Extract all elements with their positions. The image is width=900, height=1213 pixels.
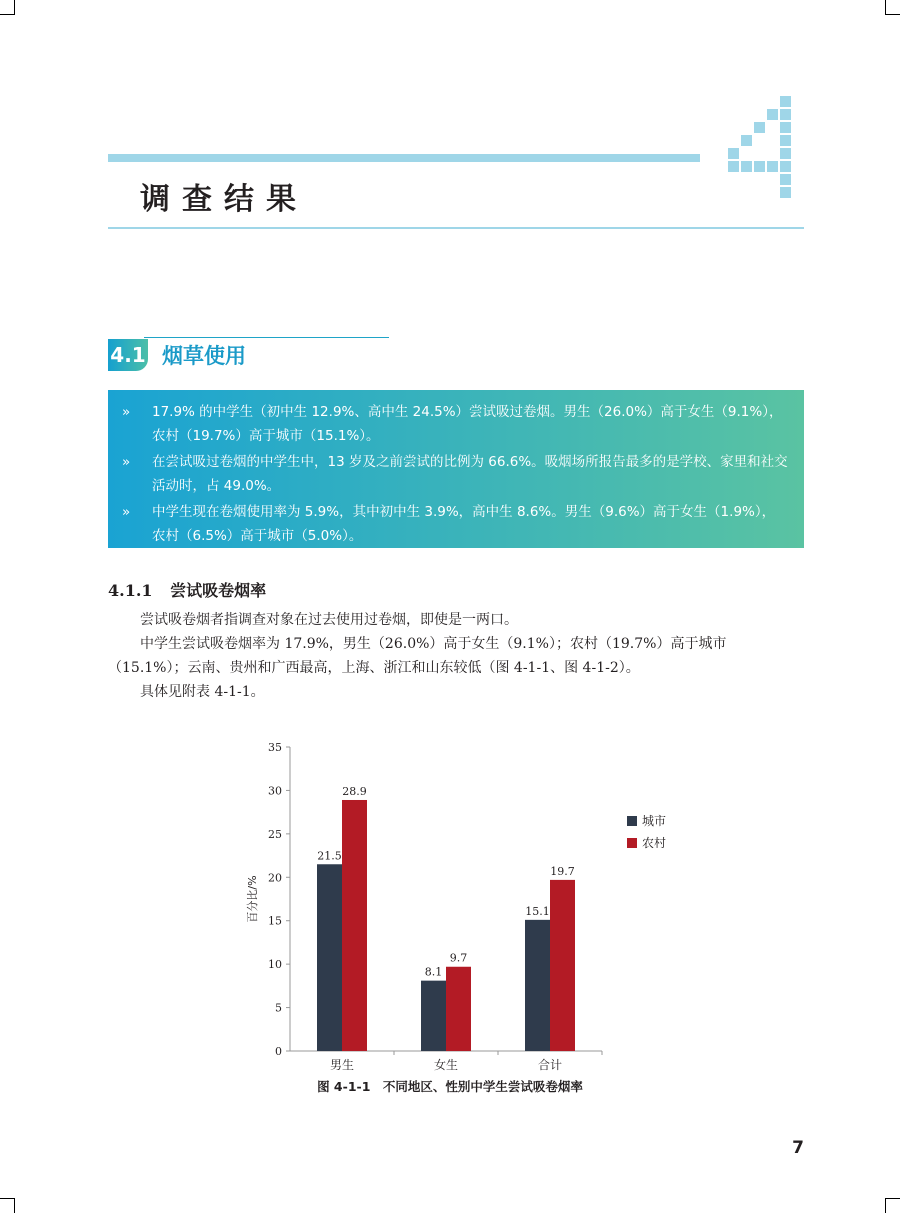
crop-mark (885, 0, 900, 15)
pixel-square (780, 109, 791, 120)
y-tick-label: 30 (268, 784, 282, 798)
legend-label: 农村 (642, 836, 667, 850)
pixel-square (728, 148, 739, 159)
bar (446, 967, 471, 1051)
y-tick-label: 15 (268, 914, 282, 928)
pixel-square (741, 135, 752, 146)
pixel-square (728, 161, 739, 172)
section-title: 烟草使用 (162, 344, 246, 368)
x-tick-label: 男生 (329, 1058, 355, 1072)
legend-swatch (627, 838, 637, 848)
pixel-square (780, 161, 791, 172)
pixel-square (767, 161, 778, 172)
summary-text: 17.9% 的中学生（初中生 12.9%、高中生 24.5%）尝试吸过卷烟。男生（26.0%）高于女生（9.1%），农村（19.7%）高于城市（15.1%）。 (152, 404, 783, 444)
section-number: 4.1 (108, 339, 148, 371)
pixel-square (754, 161, 765, 172)
section-header-rule (144, 337, 389, 338)
subsection-heading (108, 578, 266, 601)
bar (342, 800, 367, 1051)
pixel-square (780, 148, 791, 159)
bar-value-label: 19.7 (550, 864, 575, 878)
crop-mark (885, 1198, 900, 1213)
crop-mark (0, 0, 15, 15)
crop-mark (0, 1198, 15, 1213)
summary-box (108, 390, 804, 548)
bar (550, 880, 575, 1051)
chapter-title-rule (108, 227, 804, 229)
chapter-title: 调查结果 (140, 182, 308, 217)
chapter-number-graphic (728, 96, 794, 206)
bullet-icon: » (122, 504, 131, 520)
y-tick-label: 25 (268, 827, 282, 841)
summary-item (122, 500, 788, 548)
pixel-square (780, 135, 791, 146)
y-axis-label: 百分比/% (246, 875, 259, 923)
bar (525, 920, 550, 1051)
bar (421, 981, 446, 1051)
y-tick-label: 5 (275, 1001, 282, 1015)
bar-value-label: 9.7 (449, 951, 468, 965)
paragraph: 具体见附表 4-1-1。 (140, 684, 265, 700)
figure-caption: 图 4-1-1 不同地区、性别中学生尝试吸卷烟率 (317, 1079, 583, 1094)
page-number: 7 (792, 1138, 804, 1158)
pixel-square (780, 174, 791, 185)
y-tick-label: 0 (275, 1045, 282, 1058)
pixel-square (754, 122, 765, 133)
bar-value-label: 28.9 (342, 784, 367, 798)
summary-item (122, 400, 788, 448)
bar (317, 864, 342, 1051)
pixel-square (780, 187, 791, 198)
summary-item (122, 450, 788, 498)
paragraph: 尝试吸卷烟者指调查对象在过去使用过卷烟，即使是一两口。 (140, 612, 518, 628)
subsection-number: 4.1.1 (108, 581, 153, 600)
pixel-square (780, 122, 791, 133)
pixel-square (767, 109, 778, 120)
x-tick-label: 合计 (537, 1058, 563, 1072)
paragraph: 中学生尝试吸卷烟率为 17.9%，男生（26.0%）高于女生（9.1%）；农村（19.7%）高于城市（15.1%）；云南、贵州和广西最高，上海、浙江和山东较低（图 4-1-1、图 4-1-2）。 (108, 636, 727, 676)
summary-text: 中学生现在卷烟使用率为 5.9%，其中初中生 3.9%，高中生 8.6%。男生（9.6%）高于女生（1.9%），农村（6.5%）高于城市（5.0%）。 (152, 504, 776, 544)
pixel-square (780, 96, 791, 107)
subsection-title: 尝试吸卷烟率 (170, 581, 267, 600)
bullet-icon: » (122, 454, 131, 470)
chapter-header-bar (108, 154, 700, 162)
summary-text: 在尝试吸过卷烟的中学生中，13 岁及之前尝试的比例为 66.6%。吸烟场所报告最多的是学校、家里和社交活动时，占 49.0%。 (152, 454, 788, 494)
pixel-square (741, 161, 752, 172)
legend-swatch (627, 816, 637, 826)
chart-svg (230, 735, 710, 1075)
bullet-icon: » (122, 404, 131, 420)
y-tick-label: 20 (268, 871, 282, 885)
bar-value-label: 21.5 (317, 849, 342, 863)
legend-label: 城市 (642, 814, 667, 828)
y-tick-label: 35 (268, 741, 282, 754)
y-tick-label: 10 (268, 958, 282, 972)
bar-value-label: 8.1 (424, 965, 443, 979)
bar-chart (230, 735, 710, 1075)
x-tick-label: 女生 (433, 1058, 459, 1072)
bar-value-label: 15.1 (525, 904, 550, 918)
